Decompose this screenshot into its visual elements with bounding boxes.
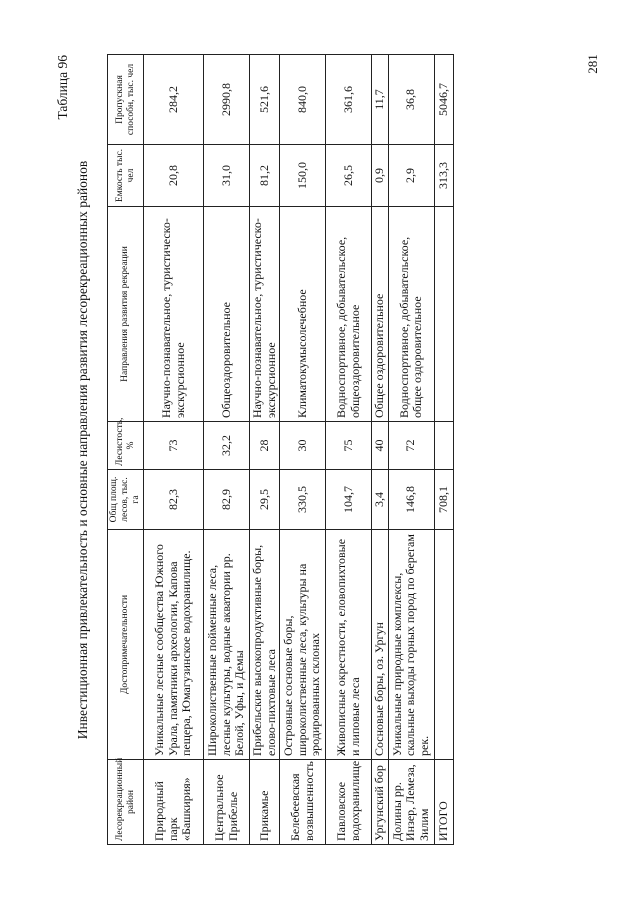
sights-cell: Сосновые боры, оз. Ургун [372, 530, 389, 760]
sights-cell [434, 530, 453, 760]
forest-cover-cell [434, 422, 453, 470]
capacity-cell: 20,8 [144, 145, 204, 207]
capacity-cell: 0,9 [372, 145, 389, 207]
table-row [280, 55, 326, 845]
area-cell: 82,9 [204, 470, 250, 530]
district-cell: Ургунский бор [372, 760, 389, 845]
sights-cell: Прибельские высокопродуктивные боры, елово-пихтовые леса [250, 530, 280, 760]
column-header-forest-cover: Лесистость, % [108, 422, 144, 470]
forest-cover-cell: 75 [326, 422, 372, 470]
district-cell: Природный парк «Башкирия» [144, 760, 204, 845]
forest-cover-cell: 72 [388, 422, 434, 470]
forest-cover-cell: 40 [372, 422, 389, 470]
throughput-cell: 361,6 [326, 55, 372, 145]
district-cell: Белебеевская возвышенность [280, 760, 326, 845]
capacity-cell: 313,3 [434, 145, 453, 207]
table-row [204, 55, 250, 845]
recreation-table [107, 54, 454, 845]
direction-cell [434, 207, 453, 422]
throughput-cell: 36,8 [388, 55, 434, 145]
area-cell: 146,8 [388, 470, 434, 530]
forest-cover-cell: 32,2 [204, 422, 250, 470]
direction-cell: Климатокумысолечебное [280, 207, 326, 422]
table-row [388, 55, 434, 845]
table-row [326, 55, 372, 845]
direction-cell: Водноспортивное, добывательское, общее оздоровительное [388, 207, 434, 422]
district-cell: Долины рр. Инзер, Лемеза, Зилим [388, 760, 434, 845]
capacity-cell: 2,9 [388, 145, 434, 207]
capacity-cell: 31,0 [204, 145, 250, 207]
table-row [144, 55, 204, 845]
table-container [107, 55, 454, 845]
area-cell: 330,5 [280, 470, 326, 530]
table-title: Инвестиционная привлекательность и основные направления развития лесорекреационных районов [75, 160, 90, 740]
area-cell: 82,3 [144, 470, 204, 530]
column-header-district: Лесорекреационный район [108, 760, 144, 845]
table-row [250, 55, 280, 845]
sights-cell: Уникальные лесные сообщества Южного Урала, памятники археологии, Капова пещера, Юмагузинское водохранилище. [144, 530, 204, 760]
rotated-content [55, 55, 585, 845]
direction-cell: Водноспортивное, добывательское, общеоздоровительное [326, 207, 372, 422]
throughput-cell: 840,0 [280, 55, 326, 145]
column-header-area: Общ площ. лесов, тыс. га [108, 470, 144, 530]
district-cell: Центральное Прибелье [204, 760, 250, 845]
throughput-cell: 521,6 [250, 55, 280, 145]
district-cell: ИТОГО [434, 760, 453, 845]
sights-cell: Широколиственные пойменные леса, лесные культуры, водные акватории рр. Белой, Уфы, и Демы [204, 530, 250, 760]
district-cell: Павловское водохранилище [326, 760, 372, 845]
column-header-capacity: Емкость тыс. чел [108, 145, 144, 207]
capacity-cell: 150,0 [280, 145, 326, 207]
page-number: 281 [584, 54, 600, 74]
table-body [144, 55, 454, 845]
forest-cover-cell: 30 [280, 422, 326, 470]
area-cell: 708,1 [434, 470, 453, 530]
direction-cell: Общеоздоровительное [204, 207, 250, 422]
sights-cell: Живописные окрестности, еловопихтовые и липовые леса [326, 530, 372, 760]
direction-cell: Научно-познавательное, туристическо-экскурсионное [144, 207, 204, 422]
district-cell: Прикамье [250, 760, 280, 845]
throughput-cell: 5046,7 [434, 55, 453, 145]
forest-cover-cell: 73 [144, 422, 204, 470]
column-header-sights: Достопримечательности [108, 530, 144, 760]
area-cell: 29,5 [250, 470, 280, 530]
table-header-row [108, 55, 144, 845]
capacity-cell: 81,2 [250, 145, 280, 207]
area-cell: 3,4 [372, 470, 389, 530]
capacity-cell: 26,5 [326, 145, 372, 207]
sights-cell: Островные сосновые боры, широколиственные леса, культуры на эродированных склонах [280, 530, 326, 760]
throughput-cell: 2990,8 [204, 55, 250, 145]
direction-cell: Научно-познавательное, туристическо-экскурсионное [250, 207, 280, 422]
table-label: Таблица 96 [55, 55, 70, 120]
table-row [434, 55, 453, 845]
throughput-cell: 11,7 [372, 55, 389, 145]
table-row [372, 55, 389, 845]
area-cell: 104,7 [326, 470, 372, 530]
column-header-throughput: Пропускная способн, тыс. чел [108, 55, 144, 145]
sights-cell: Уникальные природные комплексы, скальные выходы горных пород по берегам рек. [388, 530, 434, 760]
throughput-cell: 284,2 [144, 55, 204, 145]
direction-cell: Общее оздоровительное [372, 207, 389, 422]
column-header-direction: Направления развития рекреации [108, 207, 144, 422]
forest-cover-cell: 28 [250, 422, 280, 470]
